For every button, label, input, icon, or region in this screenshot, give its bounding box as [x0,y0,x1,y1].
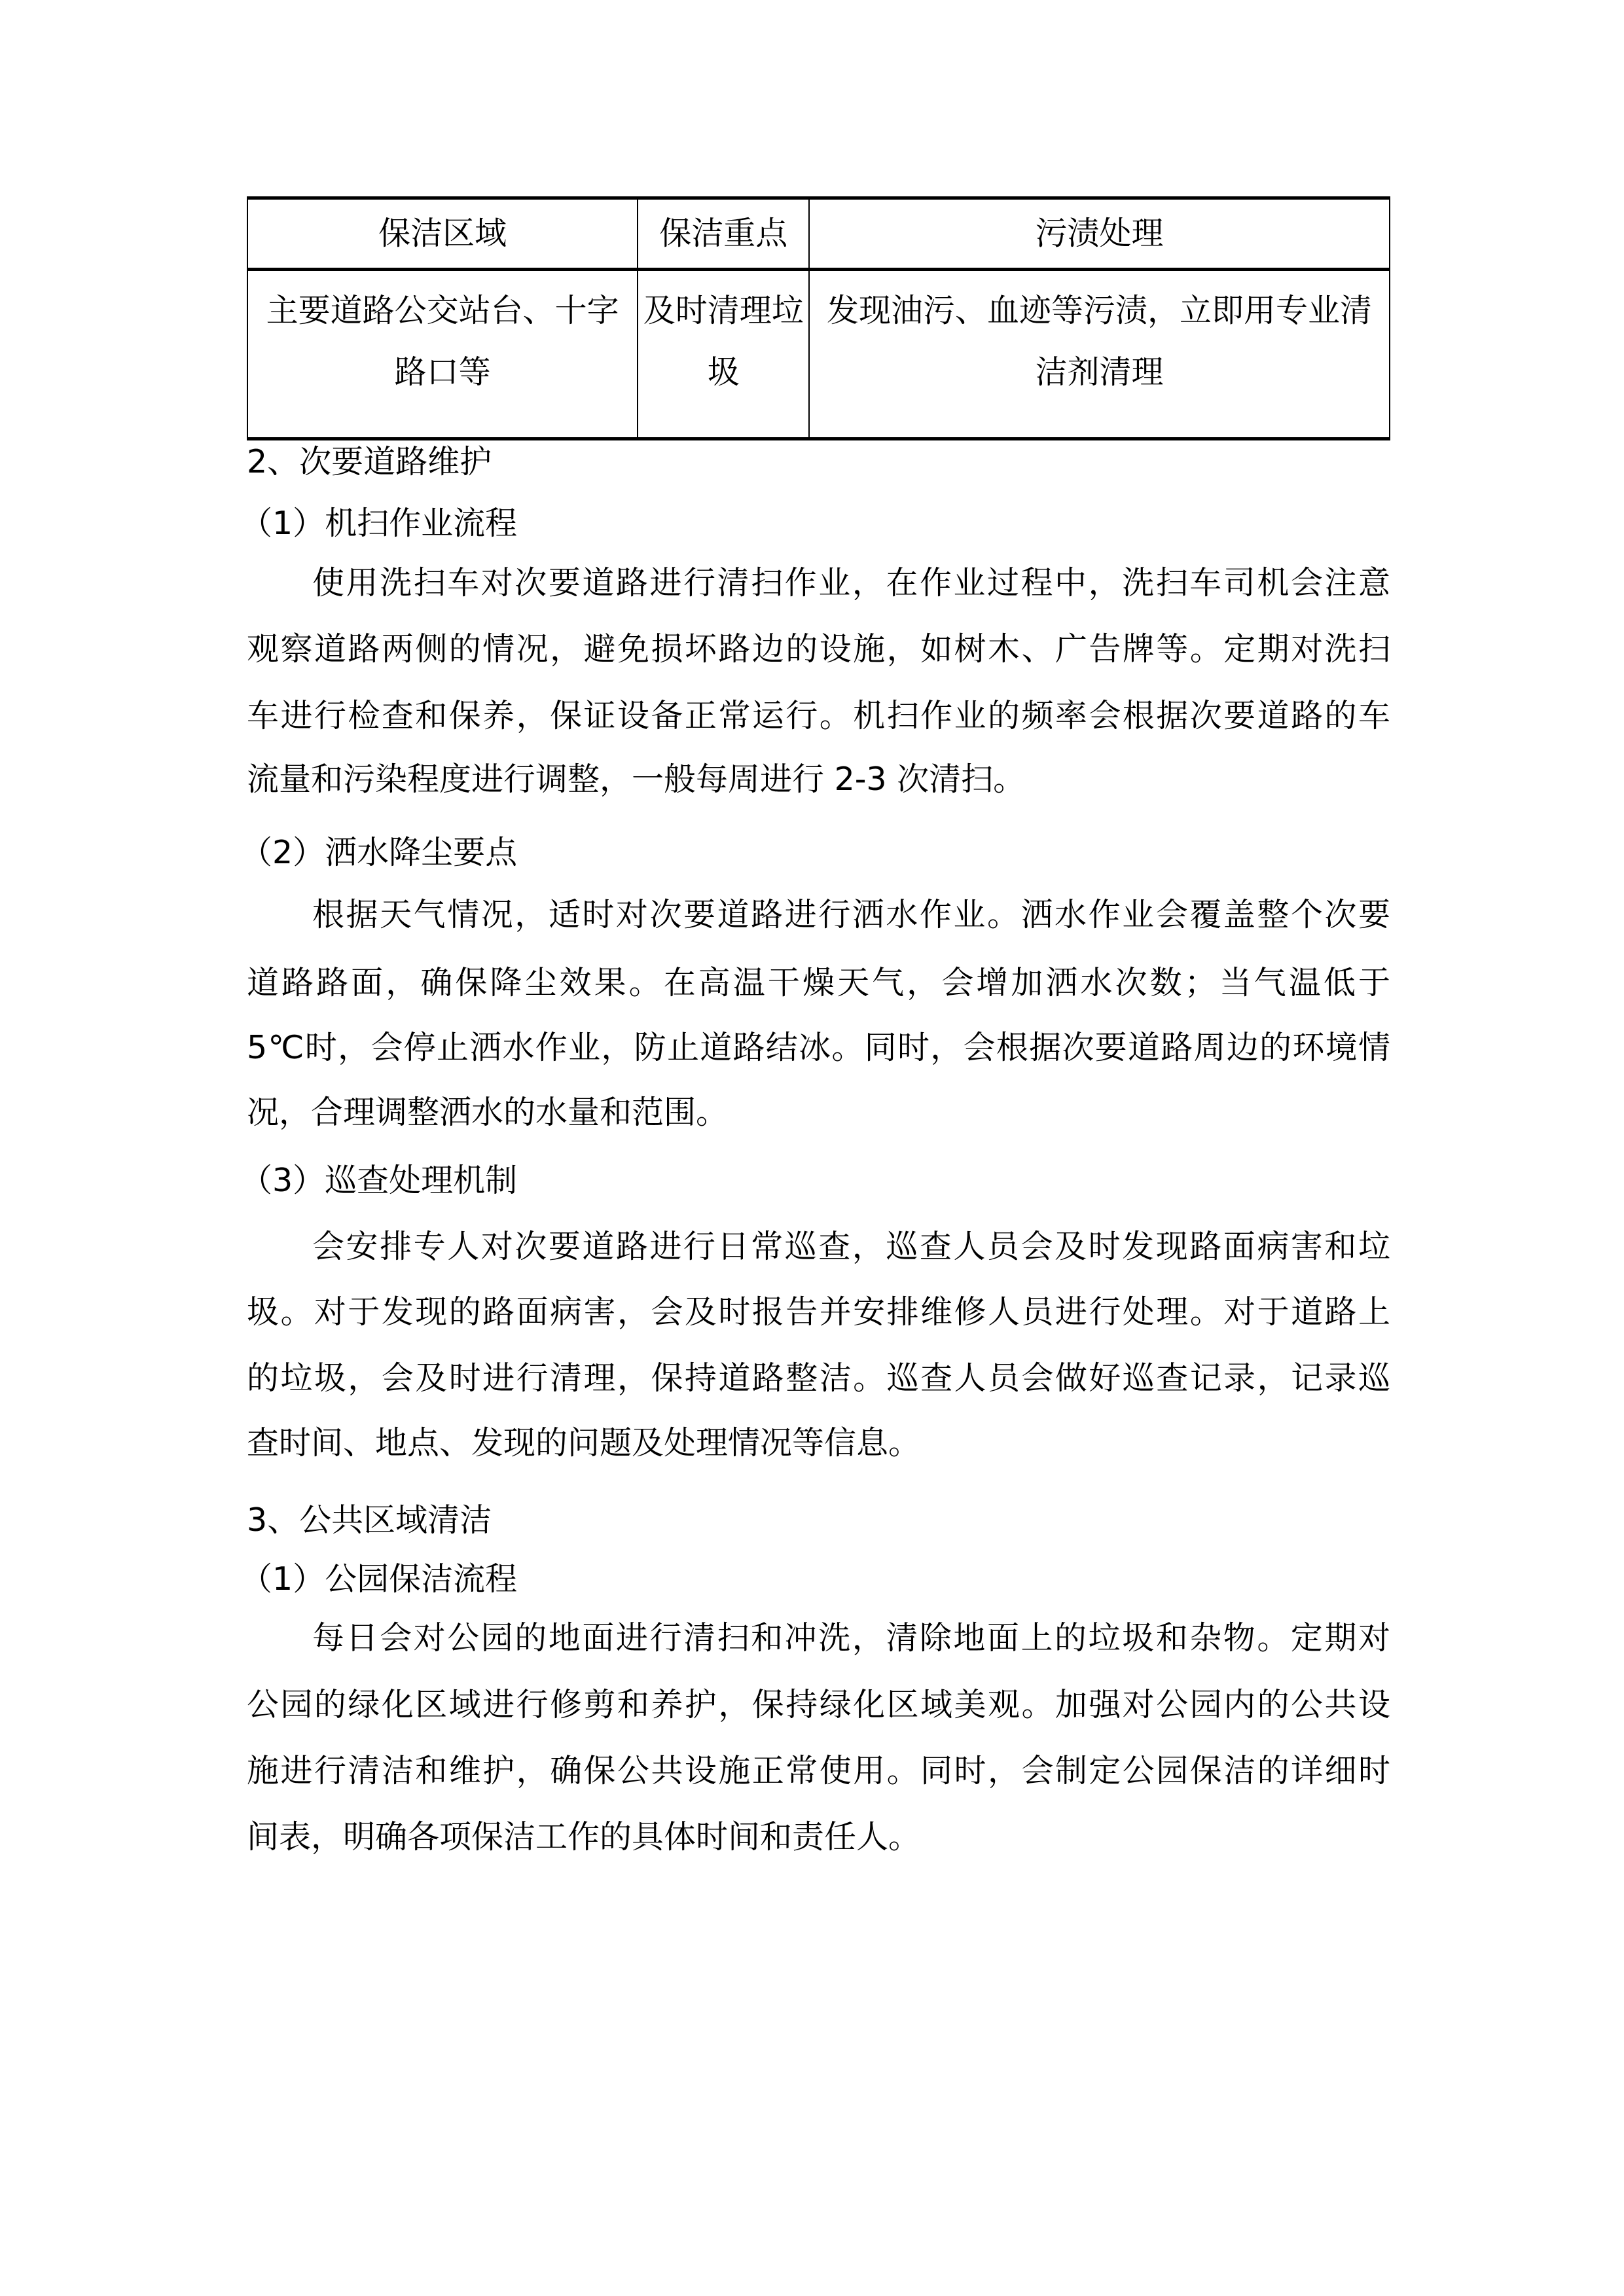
table-header-row [247,198,1390,270]
subsection-heading: （2）洒水降尘要点 [240,834,518,871]
paragraph-line: 公园的绿化区域进行修剪和养护，保持绿化区域美观。加强对公园内的公共设 [247,1686,1390,1723]
section-heading: 3、公共区域清洁 [247,1501,492,1539]
table-cell: 及时清理垃圾 [638,270,809,439]
paragraph-line: 每日会对公园的地面进行清扫和冲洗，清除地面上的垃圾和杂物。定期对 [312,1619,1390,1657]
header-cell: 保洁重点 [638,198,809,270]
paragraph-line: 圾。对于发现的路面病害，会及时报告并安排维修人员进行处理。对于道路上 [247,1293,1390,1331]
paragraph-line: 施进行清洁和维护，确保公共设施正常使用。同时，会制定公园保洁的详细时 [247,1752,1390,1789]
table-row [247,270,1390,439]
paragraph-line: 流量和污染程度进行调整，一般每周进行 2-3 次清扫。 [247,761,1026,798]
section-heading: 2、次要道路维护 [247,443,492,480]
paragraph-line: 观察道路两侧的情况，避免损坏路边的设施，如树木、广告牌等。定期对洗扫 [247,630,1390,668]
subsection-heading: （1）公园保洁流程 [240,1560,518,1598]
paragraph-line: 车进行检查和保养，保证设备正常运行。机扫作业的频率会根据次要道路的车 [247,697,1390,734]
table-cell: 发现油污、血迹等污渍，立即用专业清洁剂清理 [809,270,1390,439]
paragraph-line: 的垃圾，会及时进行清理，保持道路整洁。巡查人员会做好巡查记录，记录巡 [247,1359,1390,1397]
paragraph-line: 会安排专人对次要道路进行日常巡查，巡查人员会及时发现路面病害和垃 [312,1228,1390,1265]
subsection-heading: （1）机扫作业流程 [240,505,518,542]
header-cell: 污渍处理 [809,198,1390,270]
paragraph-line: 道路路面，确保降尘效果。在高温干燥天气，会增加洒水次数；当气温低于 [247,964,1390,1001]
paragraph-line: 况，合理调整洒水的水量和范围。 [247,1094,729,1131]
subsection-heading: （3）巡查处理机制 [240,1162,518,1199]
paragraph-line: 使用洗扫车对次要道路进行清扫作业，在作业过程中，洗扫车司机会注意 [312,564,1390,601]
paragraph-line: 根据天气情况，适时对次要道路进行洒水作业。洒水作业会覆盖整个次要 [312,896,1390,933]
header-cell: 保洁区域 [247,198,638,270]
paragraph-line: 间表，明确各项保洁工作的具体时间和责任人。 [247,1818,921,1856]
table-cell: 主要道路公交站台、十字路口等 [247,270,638,439]
cleaning-table [247,196,1390,440]
paragraph-line: 查时间、地点、发现的问题及处理情况等信息。 [247,1424,921,1462]
paragraph-line: 5℃时，会停止洒水作业，防止道路结冰。同时，会根据次要道路周边的环境情 [247,1029,1390,1066]
